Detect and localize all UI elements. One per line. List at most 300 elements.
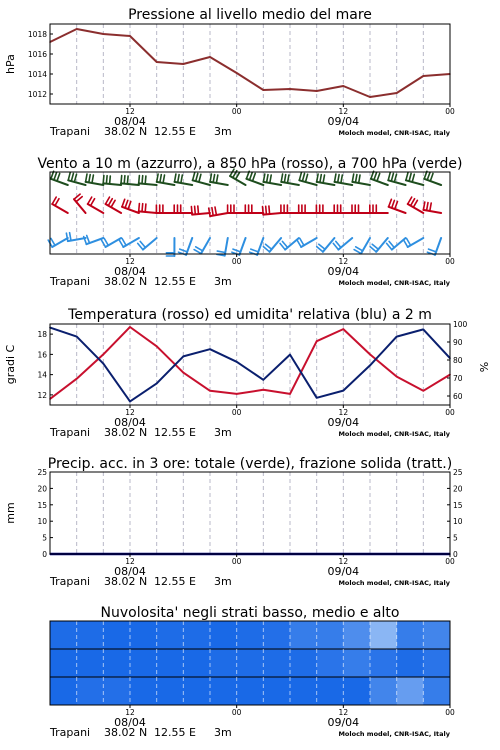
data-point bbox=[263, 389, 265, 391]
barb-feather bbox=[142, 204, 143, 212]
wind-barb bbox=[156, 205, 174, 213]
barb-feather bbox=[122, 239, 126, 246]
data-point bbox=[289, 354, 291, 356]
precipitation-panel bbox=[4, 456, 463, 588]
barb-feather bbox=[297, 240, 301, 247]
cloud-cell bbox=[210, 649, 237, 678]
barb-feather bbox=[111, 200, 115, 207]
barb-feather bbox=[160, 175, 161, 183]
cloud-cell bbox=[370, 649, 397, 678]
data-point bbox=[343, 328, 345, 330]
wind-barb bbox=[299, 173, 316, 185]
data-point bbox=[156, 346, 158, 348]
x-tick-label: 12 bbox=[338, 708, 349, 717]
barb-feather bbox=[195, 206, 196, 214]
cloud-cell bbox=[130, 677, 157, 706]
data-point bbox=[76, 378, 78, 380]
cloud-cell bbox=[77, 649, 104, 678]
barb-feather bbox=[374, 172, 377, 180]
temperature-panel bbox=[4, 307, 491, 439]
barb-feather bbox=[55, 199, 59, 206]
data-point bbox=[263, 89, 265, 91]
x-tick-label: 12 bbox=[338, 257, 349, 266]
location-name: Trapani bbox=[50, 426, 91, 439]
barb-feather bbox=[429, 249, 437, 252]
y-tick-label: 5 bbox=[42, 533, 47, 543]
wind-barb bbox=[68, 173, 85, 185]
x-tick-label: 12 bbox=[338, 557, 349, 566]
wind-barb bbox=[166, 238, 174, 256]
cloud-cell bbox=[290, 649, 317, 678]
wind-barb bbox=[250, 238, 264, 255]
location-elevation: 3m bbox=[214, 726, 232, 739]
y-tick-label: 0 bbox=[42, 550, 47, 559]
wind-barb bbox=[317, 174, 335, 185]
data-point bbox=[236, 72, 238, 74]
x-tick-label: 12 bbox=[125, 408, 135, 417]
y2-tick-label: 5 bbox=[453, 533, 458, 543]
cloud-cell bbox=[397, 621, 424, 650]
barb-feather bbox=[125, 200, 128, 208]
date-label: 09/04 bbox=[327, 565, 360, 578]
y2-tick-label: 10 bbox=[453, 517, 463, 527]
wind-barb bbox=[86, 174, 104, 185]
barb-feather bbox=[352, 174, 353, 182]
date-label: 09/04 bbox=[327, 265, 360, 278]
y-tick-label: 12 bbox=[37, 390, 47, 400]
y2-tick-label: 0 bbox=[453, 550, 458, 559]
cloud-cell bbox=[263, 621, 290, 650]
y-axis-label: hPa bbox=[4, 54, 17, 74]
data-point bbox=[289, 393, 291, 395]
wind-barb bbox=[408, 197, 424, 213]
y2-tick-label: 100 bbox=[453, 320, 468, 329]
barb-feather bbox=[427, 172, 430, 180]
data-point bbox=[236, 361, 238, 363]
barb-feather bbox=[388, 173, 390, 181]
cloud-cell bbox=[210, 677, 237, 706]
wind-barb bbox=[119, 238, 139, 247]
location-name: Trapani bbox=[50, 275, 91, 288]
y-tick-label: 1016 bbox=[27, 50, 47, 59]
wind-barb bbox=[370, 238, 388, 252]
location-lon: 12.55 E bbox=[154, 426, 196, 439]
cloud-cell bbox=[157, 621, 184, 650]
data-point bbox=[369, 365, 371, 367]
wind-barb bbox=[209, 207, 228, 216]
data-point bbox=[129, 326, 131, 328]
barb-feather bbox=[253, 174, 256, 182]
wind-barb bbox=[245, 205, 263, 213]
data-point bbox=[209, 390, 211, 392]
barb-feather bbox=[284, 175, 285, 183]
y2-tick-label: 90 bbox=[453, 338, 463, 347]
barb-feather bbox=[198, 206, 199, 214]
data-point bbox=[423, 75, 425, 77]
barb-feather bbox=[335, 174, 336, 182]
x-tick-label: 12 bbox=[125, 557, 135, 566]
panel-title: Nuvolosita' negli strati basso, medio e alto bbox=[100, 605, 400, 621]
barb-feather bbox=[175, 174, 176, 182]
barb-feather bbox=[300, 239, 304, 246]
data-point bbox=[396, 92, 398, 94]
y-tick-label: 1014 bbox=[27, 70, 47, 79]
data-point bbox=[396, 376, 398, 378]
barb-feather bbox=[389, 199, 392, 207]
cloud-cell bbox=[130, 649, 157, 678]
wind-barb bbox=[139, 204, 157, 214]
data-point bbox=[103, 354, 105, 356]
wind-barb bbox=[139, 176, 157, 186]
barb-feather bbox=[89, 175, 90, 183]
barb-feather bbox=[359, 175, 360, 183]
barb-feather bbox=[142, 176, 143, 184]
cloud-cell bbox=[103, 649, 130, 678]
date-label: 08/04 bbox=[114, 115, 146, 128]
barb-feather bbox=[145, 176, 146, 184]
wind-barb bbox=[371, 171, 388, 185]
barb-feather bbox=[196, 174, 198, 182]
wind-barb bbox=[84, 236, 104, 245]
barb-feather bbox=[88, 197, 92, 204]
barb-feather bbox=[106, 197, 110, 204]
wind-barb bbox=[424, 171, 441, 185]
cloud-cell bbox=[397, 677, 424, 706]
x-tick-label: 12 bbox=[338, 107, 349, 116]
data-point bbox=[423, 390, 425, 392]
barb-feather bbox=[250, 172, 253, 180]
wind-barb bbox=[157, 174, 175, 185]
barb-feather bbox=[119, 240, 123, 247]
wind-barb bbox=[388, 173, 405, 185]
location-elevation: 3m bbox=[214, 125, 232, 138]
barb-feather bbox=[124, 176, 125, 184]
barb-feather bbox=[196, 247, 203, 251]
cloud-cell bbox=[423, 621, 450, 650]
cloud-cell bbox=[290, 621, 317, 650]
wind-barb bbox=[352, 174, 370, 185]
barb-feather bbox=[122, 199, 125, 207]
y-tick-label: 18 bbox=[37, 330, 47, 340]
barb-feather bbox=[127, 176, 128, 184]
cloud-cell bbox=[263, 677, 290, 706]
panel-title: Precip. acc. in 3 ore: totale (verde), frazione solida (tratt.) bbox=[47, 456, 453, 472]
barb-feather bbox=[406, 173, 408, 181]
barb-feather bbox=[54, 172, 57, 180]
model-credit: Moloch model, CNR-ISAC, Italy bbox=[338, 430, 450, 438]
x-tick-label: 12 bbox=[125, 107, 135, 116]
location-name: Trapani bbox=[50, 575, 91, 588]
cloud-cell bbox=[50, 621, 77, 650]
data-point bbox=[263, 379, 265, 381]
data-point bbox=[103, 363, 105, 365]
data-point bbox=[316, 397, 318, 399]
date-label: 08/04 bbox=[114, 716, 146, 729]
location-elevation: 3m bbox=[214, 275, 232, 288]
cloud-cell bbox=[397, 649, 424, 678]
barb-feather bbox=[199, 174, 201, 182]
data-point bbox=[369, 354, 371, 356]
barb-feather bbox=[323, 175, 324, 183]
data-point bbox=[289, 88, 291, 90]
barb-feather bbox=[354, 250, 361, 254]
cloud-cell bbox=[370, 621, 397, 650]
data-point bbox=[423, 329, 425, 331]
barb-feather bbox=[70, 233, 71, 241]
barb-feather bbox=[288, 175, 289, 183]
data-point bbox=[76, 336, 78, 338]
barb-feather bbox=[338, 175, 339, 183]
barb-feather bbox=[145, 204, 146, 212]
cloud-cell bbox=[317, 621, 344, 650]
wind-barb bbox=[210, 174, 228, 185]
wind-barb bbox=[299, 205, 317, 213]
barb-feather bbox=[52, 197, 56, 204]
barb-feather bbox=[92, 175, 93, 183]
barb-feather bbox=[391, 174, 393, 182]
cloud-cell bbox=[77, 677, 104, 706]
barb-feather bbox=[66, 233, 67, 241]
location-elevation: 3m bbox=[214, 575, 232, 588]
x-tick-label: 00 bbox=[231, 557, 242, 566]
wind-barb bbox=[246, 171, 263, 185]
cloud-cell bbox=[183, 649, 210, 678]
barb-feather bbox=[57, 174, 60, 182]
barb-feather bbox=[104, 239, 108, 246]
x-tick-label: 00 bbox=[445, 557, 455, 566]
cloud-cell bbox=[263, 649, 290, 678]
barb-feather bbox=[108, 199, 112, 206]
pressure-line bbox=[50, 29, 450, 97]
barb-feather bbox=[139, 204, 140, 212]
y2-tick-label: 60 bbox=[453, 392, 463, 401]
barb-feather bbox=[91, 199, 95, 206]
x-tick-label: 00 bbox=[445, 107, 455, 116]
wind-barb bbox=[263, 174, 281, 185]
wind-barb bbox=[427, 238, 441, 255]
cloud-cell bbox=[343, 649, 370, 678]
data-point bbox=[183, 63, 185, 65]
wind-barb bbox=[52, 197, 68, 213]
y-tick-label: 1018 bbox=[27, 30, 47, 39]
barb-feather bbox=[217, 254, 225, 255]
barb-feather bbox=[270, 175, 271, 183]
barb-feather bbox=[163, 175, 164, 183]
wind-barb bbox=[423, 202, 441, 213]
panel-title: Pressione al livello medio del mare bbox=[128, 7, 372, 23]
wind-barb bbox=[316, 205, 334, 213]
location-lon: 12.55 E bbox=[154, 275, 196, 288]
y2-tick-label: 20 bbox=[453, 484, 463, 494]
barb-feather bbox=[110, 176, 111, 184]
wind-barb bbox=[280, 238, 299, 250]
data-point bbox=[369, 96, 371, 98]
barb-feather bbox=[103, 176, 104, 184]
wind-barb bbox=[404, 238, 424, 247]
y2-axis-label: % bbox=[478, 361, 491, 373]
barb-feather bbox=[430, 174, 433, 182]
x-tick-label: 00 bbox=[445, 708, 455, 717]
x-tick-label: 00 bbox=[445, 257, 455, 266]
barb-feather bbox=[212, 208, 213, 216]
x-tick-label: 00 bbox=[445, 408, 455, 417]
data-point bbox=[129, 35, 131, 37]
wind-panel bbox=[37, 156, 462, 288]
panel-title: Vento a 10 m (azzurro), a 850 hPa (rosso), a 700 hPa (verde) bbox=[37, 156, 463, 172]
y-tick-label: 14 bbox=[37, 370, 47, 380]
location-elevation: 3m bbox=[214, 426, 232, 439]
wind-barb bbox=[232, 238, 246, 255]
data-point bbox=[76, 28, 78, 30]
wind-barb bbox=[48, 238, 68, 247]
data-point bbox=[396, 336, 398, 338]
wind-barb bbox=[354, 238, 370, 254]
barb-feather bbox=[263, 207, 264, 215]
location-lat: 38.02 N bbox=[104, 275, 148, 288]
y2-tick-label: 25 bbox=[453, 468, 463, 477]
cloud-cell bbox=[50, 677, 77, 706]
cloud-cell bbox=[237, 621, 264, 650]
location-lon: 12.55 E bbox=[154, 726, 196, 739]
wind-barb bbox=[352, 205, 370, 213]
wind-barb bbox=[263, 206, 282, 215]
location-lat: 38.02 N bbox=[104, 426, 148, 439]
barb-feather bbox=[306, 174, 308, 182]
cloud-cell bbox=[343, 677, 370, 706]
y-axis-label: mm bbox=[4, 502, 17, 524]
barb-feather bbox=[408, 197, 412, 204]
data-point bbox=[236, 393, 238, 395]
x-tick-label: 00 bbox=[231, 708, 242, 717]
y-tick-label: 10 bbox=[37, 517, 47, 527]
barb-feather bbox=[51, 239, 55, 246]
barb-feather bbox=[281, 174, 282, 182]
data-point bbox=[316, 340, 318, 342]
x-tick-label: 12 bbox=[125, 708, 135, 717]
wind-barb bbox=[194, 238, 210, 254]
wind-barb bbox=[370, 205, 388, 213]
humidity-line bbox=[50, 328, 450, 402]
wind-barb bbox=[333, 238, 352, 250]
wind-barb bbox=[122, 199, 139, 213]
barb-feather bbox=[377, 174, 380, 182]
barb-feather bbox=[178, 175, 179, 183]
barb-feather bbox=[407, 239, 411, 246]
cloud-cell bbox=[290, 677, 317, 706]
wind-barb bbox=[217, 238, 228, 256]
barb-feather bbox=[392, 200, 395, 208]
barb-feather bbox=[413, 200, 417, 207]
barb-feather bbox=[121, 176, 122, 184]
data-point bbox=[103, 33, 105, 35]
wind-barb bbox=[88, 197, 104, 213]
plot-frame bbox=[50, 472, 450, 554]
model-credit: Moloch model, CNR-ISAC, Italy bbox=[338, 730, 450, 738]
cloud-cell bbox=[423, 649, 450, 678]
barb-feather bbox=[191, 207, 192, 215]
cloud-cell bbox=[50, 649, 77, 678]
barb-feather bbox=[193, 173, 195, 181]
location-lat: 38.02 N bbox=[104, 575, 148, 588]
location-name: Trapani bbox=[50, 125, 91, 138]
wind-barb bbox=[102, 238, 122, 247]
barb-feather bbox=[356, 175, 357, 183]
data-point bbox=[183, 372, 185, 374]
temperature-line bbox=[50, 327, 450, 399]
wind-barb bbox=[191, 206, 210, 215]
cloud-cell bbox=[317, 677, 344, 706]
y-tick-label: 15 bbox=[37, 500, 47, 510]
cloud-cell bbox=[183, 677, 210, 706]
cloud-cell bbox=[370, 677, 397, 706]
cloud-cell bbox=[157, 649, 184, 678]
barb-feather bbox=[213, 175, 214, 183]
wind-barb bbox=[103, 176, 121, 186]
wind-barb bbox=[179, 238, 193, 255]
y-tick-label: 25 bbox=[37, 468, 47, 477]
x-tick-label: 00 bbox=[231, 408, 242, 417]
barb-feather bbox=[251, 249, 258, 252]
barb-feather bbox=[302, 174, 304, 182]
barb-feather bbox=[181, 175, 182, 183]
barb-feather bbox=[299, 173, 301, 181]
wind-barb bbox=[389, 199, 406, 213]
cloud-cell bbox=[210, 621, 237, 650]
x-tick-label: 00 bbox=[231, 257, 242, 266]
location-name: Trapani bbox=[50, 726, 91, 739]
model-credit: Moloch model, CNR-ISAC, Italy bbox=[338, 279, 450, 287]
x-tick-label: 00 bbox=[231, 107, 242, 116]
barb-feather bbox=[411, 199, 415, 206]
barb-feather bbox=[409, 174, 411, 182]
clouds-panel bbox=[49, 605, 455, 739]
wind-barb bbox=[317, 238, 335, 252]
wind-barb bbox=[387, 238, 406, 250]
data-point bbox=[156, 383, 158, 385]
x-tick-label: 12 bbox=[125, 257, 135, 266]
barb-feather bbox=[71, 174, 73, 182]
wind-barb bbox=[74, 194, 86, 213]
cloud-cell bbox=[237, 677, 264, 706]
plot-frame bbox=[50, 24, 450, 104]
wind-barb bbox=[263, 238, 281, 252]
location-lon: 12.55 E bbox=[154, 125, 196, 138]
y2-tick-label: 15 bbox=[453, 500, 463, 510]
date-label: 08/04 bbox=[114, 416, 146, 429]
data-point bbox=[343, 390, 345, 392]
y-axis-label: gradi C bbox=[4, 344, 17, 385]
barb-feather bbox=[217, 251, 225, 252]
cloud-cell bbox=[157, 677, 184, 706]
wind-barb bbox=[297, 238, 317, 247]
data-point bbox=[183, 356, 185, 358]
location-lat: 38.02 N bbox=[104, 125, 148, 138]
data-point bbox=[129, 401, 131, 403]
wind-barb bbox=[51, 171, 68, 185]
barb-feather bbox=[68, 173, 70, 181]
date-label: 09/04 bbox=[327, 416, 360, 429]
x-tick-label: 12 bbox=[338, 408, 349, 417]
barb-feather bbox=[106, 176, 107, 184]
barb-feather bbox=[139, 176, 140, 184]
cloud-cell bbox=[103, 677, 130, 706]
model-credit: Moloch model, CNR-ISAC, Italy bbox=[338, 129, 450, 137]
barb-feather bbox=[427, 203, 428, 211]
location-lon: 12.55 E bbox=[154, 575, 196, 588]
y2-tick-label: 80 bbox=[453, 356, 463, 365]
panel-title: Temperatura (rosso) ed umidita' relativa (blu) a 2 m bbox=[68, 307, 432, 323]
model-credit: Moloch model, CNR-ISAC, Italy bbox=[338, 579, 450, 587]
